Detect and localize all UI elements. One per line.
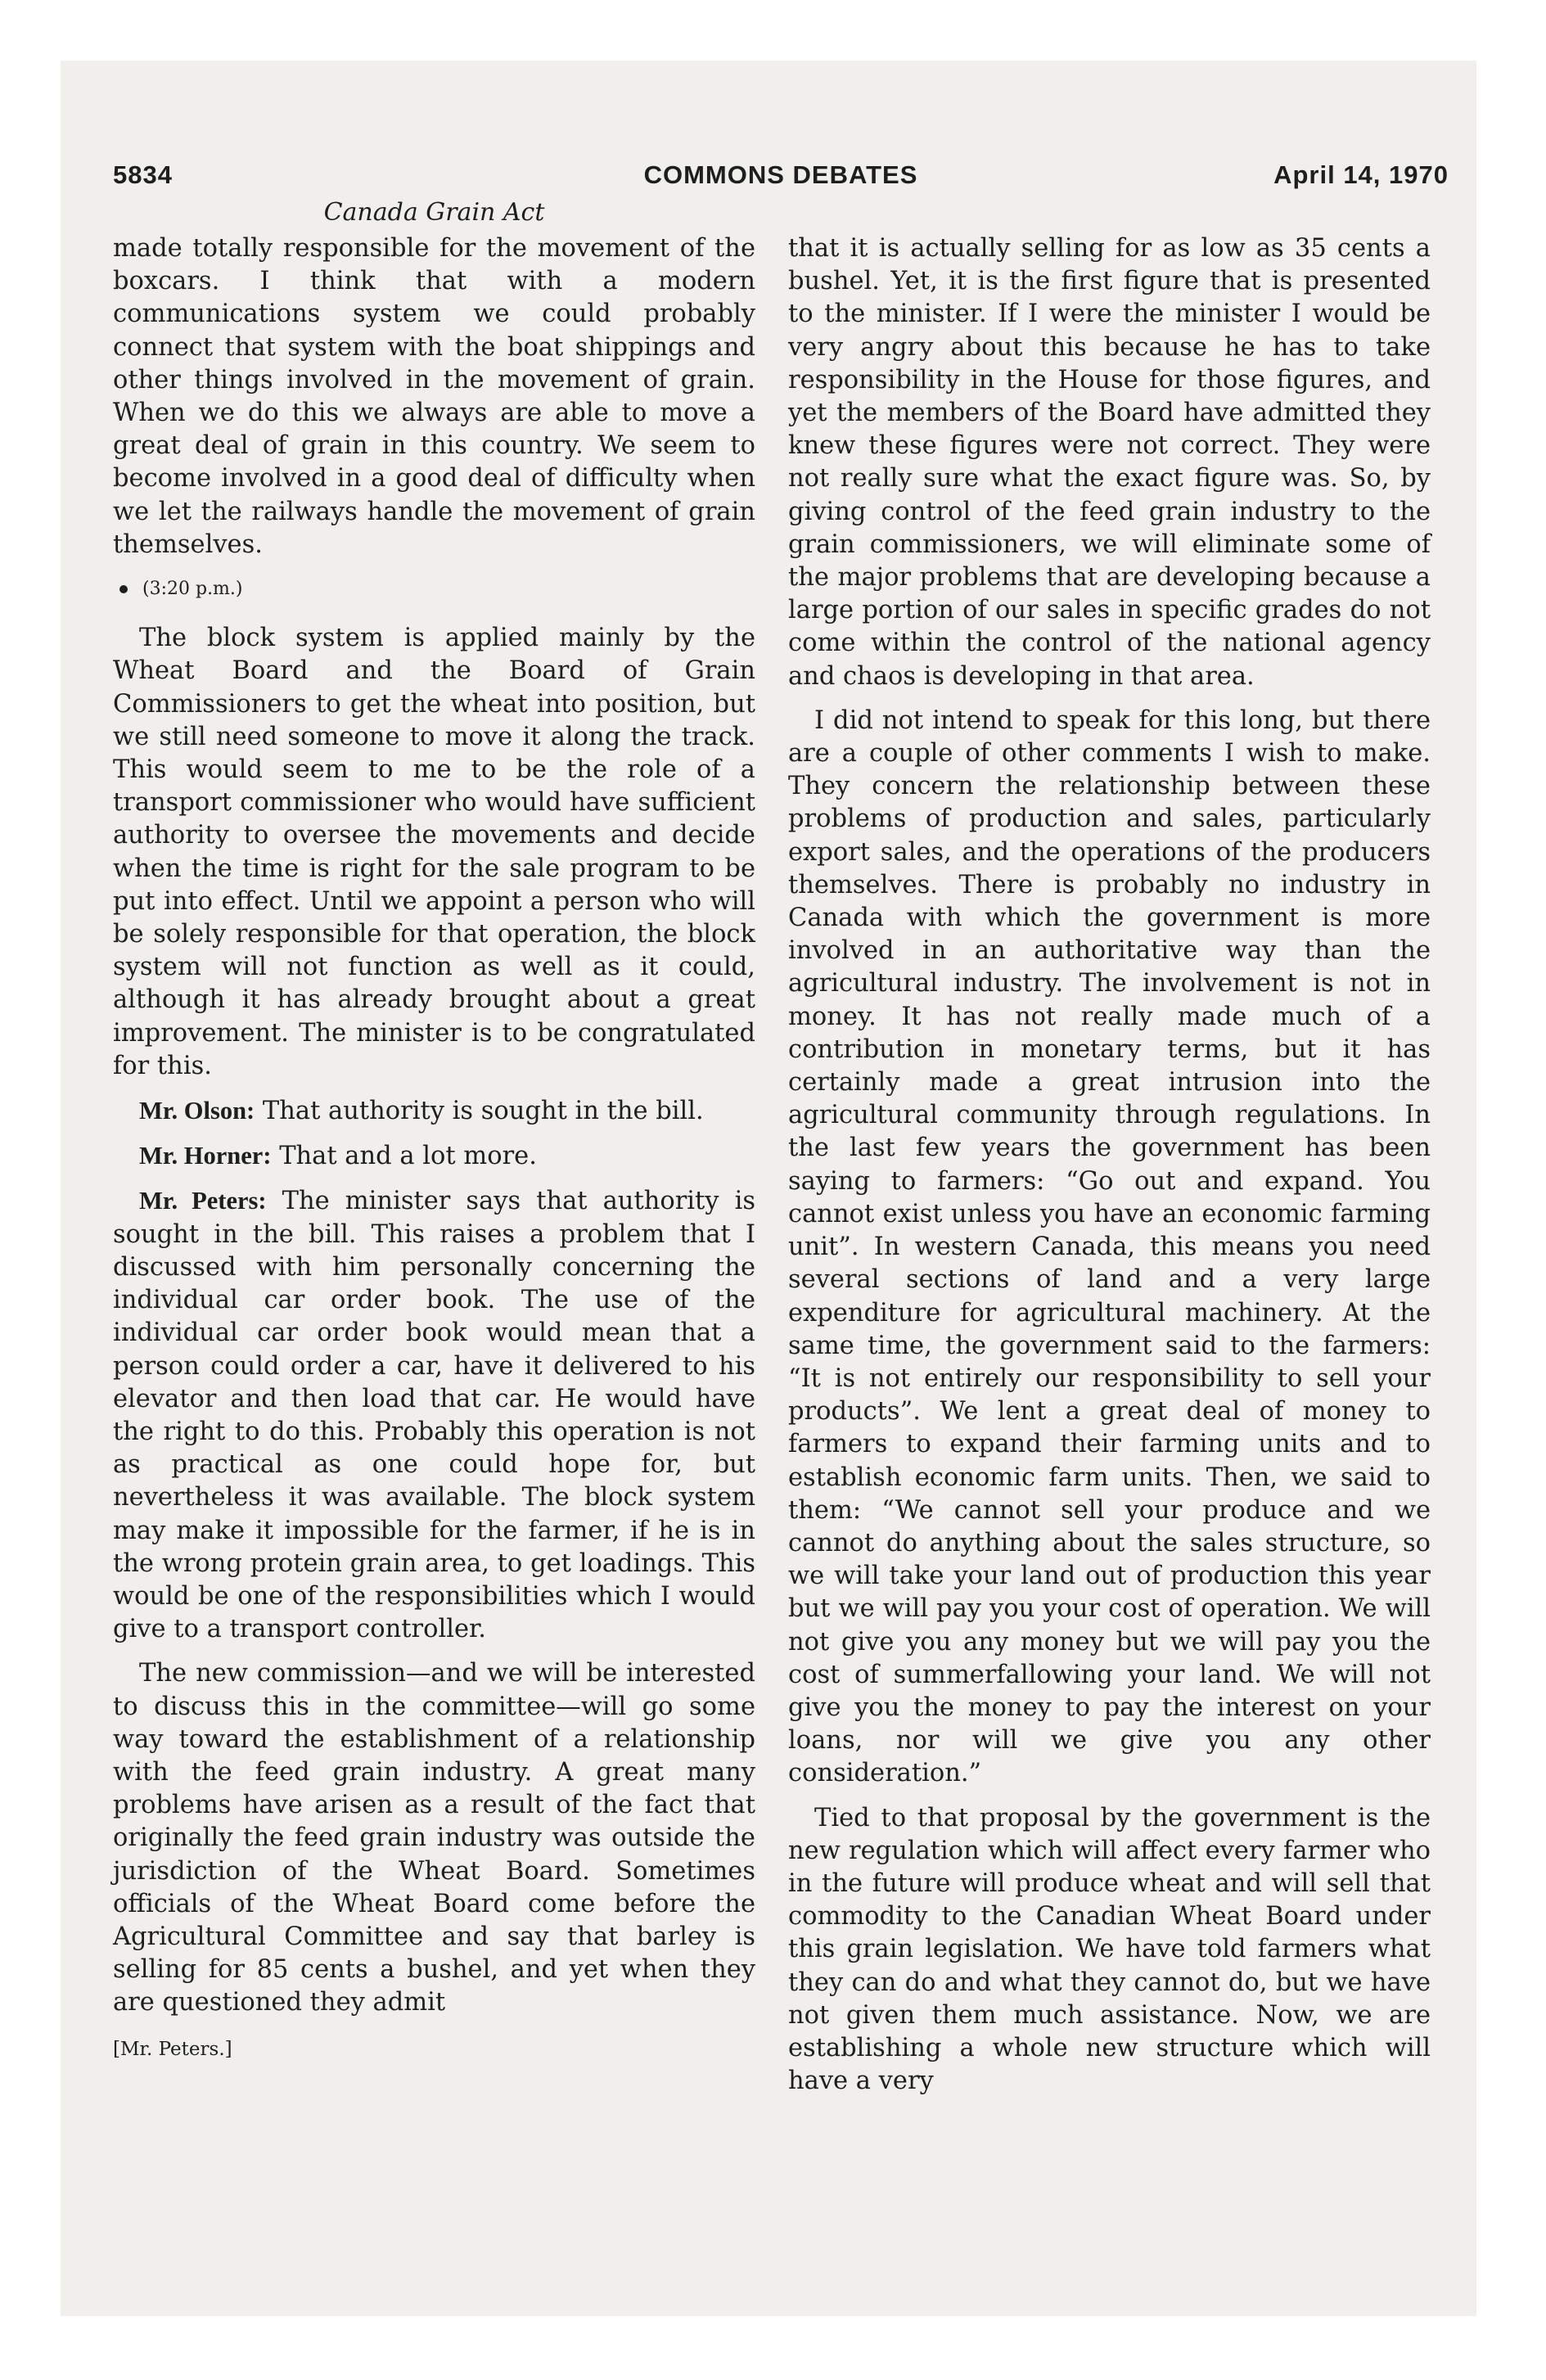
speaker-name: Mr. Olson: — [139, 1097, 255, 1125]
time-marker — [113, 573, 755, 606]
left-column — [113, 232, 755, 2066]
hansard-page — [113, 157, 1449, 2121]
speech-peters — [113, 1184, 755, 1646]
running-header — [113, 157, 1449, 196]
speaker-name: Mr. Horner: — [139, 1142, 272, 1170]
paragraph: Tied to that proposal by the government is the new regulation which will affect every farmer who in the future will produce wheat and will sell that commodity to the Canadian Wheat Board under this grain legislation. We have told farmers what they can do and what they cannot do, but we have not given them much assistance. Now, we are establishing a whole new structure which will have a very — [788, 1803, 1431, 2096]
paragraph: The block system is applied mainly by the Wheat Board and the Board of Grain Commissioners to get the wheat into position, but we still need someone to move it along the track. This would seem to me to be the role of a transport commissioner who would have sufficient authority to oversee the movements and decide when the time is right for the sale program to be put into effect. Until we appoint a person who will be solely responsible for that operation, the block system will not function as well as it could, although it has already brought about a great improvement. The minister is to be congratulated for this. — [113, 624, 755, 1080]
speaker-name: Mr. Peters: — [139, 1187, 267, 1215]
speech-text: That and a lot more. — [279, 1142, 537, 1171]
publication-title: COMMONS DEBATES — [643, 160, 918, 189]
bullet-icon — [119, 585, 128, 593]
paragraph: that it is actually selling for as low as 35 cents a bushel. Yet, it is the first figure that is presented to the minister. If I were the minister I would be very angry about this because he has to take responsibility in the House for those figures, and yet the members of the Board have admitted they knew these figures were not correct. They were not really sure what the exact figure was. So, by giving control of the feed grain industry to the grain commissioners, we will eliminate some of the major problems that are developing because a large portion of our sales in specific grades do not come within the control of the national agency and chaos is developing in that area. — [788, 234, 1431, 691]
speech-horner — [113, 1139, 755, 1173]
issue-date: April 14, 1970 — [1273, 160, 1449, 189]
speaker-attribution: [Mr. Peters.] — [113, 2038, 232, 2060]
paragraph: I did not intend to speak for this long, but there are a couple of other comments I wish to make. They concern the relationship between these problems of production and sales, particularly export sales, and the operations of the producers themselves. There is probably no industry in Canada with which the government is more involved in an authoritative way than the agricultural industry. The involvement is not in money. It has not really made much of a contribution in monetary terms, but it has certainly made a great intrusion into the agricultural community through regulations. In the last few years the government has been saying to farmers: “Go out and expand. You cannot exist unless you have an economic farming unit”. In western Canada, this means you need several sections of land and a very large expenditure for agricultural machinery. At the same time, the government said to the farmers: “It is not entirely our responsibility to sell your products”. We lent a great deal of money to farmers to expand their farming units and to establish economic farm units. Then, we said to them: “We cannot sell your produce and we cannot do anything about the sales structure, so we will take your land out of production this year but we will pay you your cost of operation. We will not give you any money but we will pay you the cost of summerfallowing your land. We will not give you the money to pay the interest on your loans, nor will we give you any other consideration.” — [788, 705, 1431, 1788]
right-column — [788, 232, 1431, 2109]
speech-text: The minister says that authority is sought in the bill. This raises a problem that I discussed with him personally concerning the individual car order book. The use of the individual car order book would mean that a person could order a car, have it delivered to his elevator and then load that car. He would have the right to do this. Probably this operation is not as practical as one could hope for, but nevertheless it was available. The block system may make it impossible for the farmer, if he is in the wrong protein grain area, to get loadings. This would be one of the responsibilities which I would give to a transport controller. — [113, 1187, 755, 1644]
speech-olson — [113, 1094, 755, 1128]
time-stamp: (3:20 p.m.) — [142, 579, 243, 600]
paragraph: The new commission—and we will be interested to discuss this in the committee—will go some way toward the establishment of a relationship with the feed grain industry. A great many problems have arisen as a result of the fact that originally the feed grain industry was outside the jurisdiction of the Wheat Board. Sometimes officials of the Wheat Board come before the Agricultural Committee and say that barley is selling for 85 cents a bushel, and yet when they are questioned they admit — [113, 1659, 755, 2017]
section-subheading: Canada Grain Act — [323, 198, 545, 227]
speech-text: That authority is sought in the bill. — [262, 1097, 704, 1126]
page-number: 5834 — [113, 160, 173, 189]
paragraph: made totally responsible for the movement of the boxcars. I think that with a modern communications system we could probably connect that system with the boat shippings and other things involved in the movement of grain. When we do this we always are able to move a great deal of grain in this country. We seem to become involved in a good deal of difficulty when we let the railways handle the movement of grain themselves. — [113, 234, 755, 559]
